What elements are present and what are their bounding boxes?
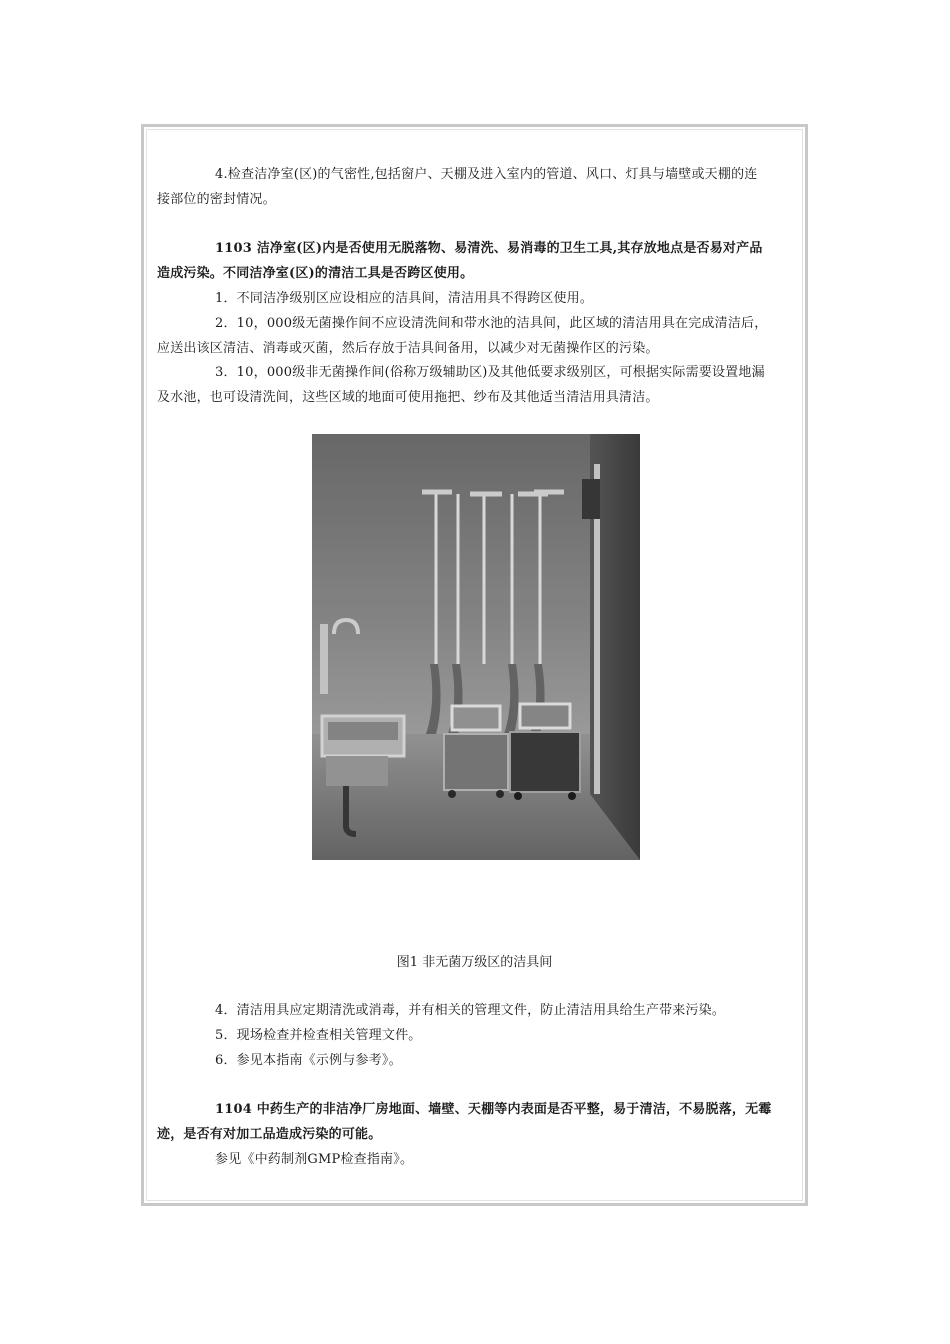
paragraph-2-line1: 2．10，000级无菌操作间不应设清洗间和带水池的洁具间，此区域的清洁用具在完成清洁后，	[215, 316, 768, 331]
heading-1104-line2: 迹，是否有对加工品造成污染的可能。	[157, 1127, 382, 1142]
paragraph-5: 5．现场检查并检查相关管理文件。	[215, 1028, 422, 1043]
paragraph-4: 4．清洁用具应定期清洗或消毒，并有相关的管理文件，防止清洁用具给生产带来污染。	[215, 1003, 726, 1018]
paragraph-2-line2: 应送出该区清洁、消毒或灭菌，然后存放于洁具间备用，以减少对无菌操作区的污染。	[157, 341, 659, 356]
heading-1103-line2: 造成污染。不同洁净室(区)的清洁工具是否跨区使用。	[157, 266, 474, 281]
heading-1103-line1: 1103 洁净室(区)内是否使用无脱落物、易清洗、易消毒的卫生工具,其存放地点是否易对产品	[215, 241, 763, 256]
item-4-airtightness-line1: 4.检查洁净室(区)的气密性,包括窗户、天棚及进入室内的管道、风口、灯具与墙壁或天棚的连	[215, 167, 758, 182]
paragraph-7: 参见《中药制剂GMP检查指南》。	[215, 1152, 414, 1167]
paragraph-6: 6．参见本指南《示例与参考》。	[215, 1053, 402, 1068]
paragraph-1: 1．不同洁净级别区应设相应的洁具间，清洁用具不得跨区使用。	[215, 291, 594, 306]
figure-caption: 图1 非无菌万级区的洁具间	[396, 955, 553, 970]
heading-1104-line1: 1104 中药生产的非洁净厂房地面、墙壁、天棚等内表面是否平整，易于清洁，不易脱落，无霉	[215, 1102, 772, 1117]
paragraph-3-line2: 及水池，也可设清洗间，这些区域的地面可使用拖把、纱布及其他适当清洁用具清洁。	[157, 390, 659, 405]
cleaning-room-photo	[312, 434, 640, 860]
paragraph-3-line1: 3．10，000级非无菌操作间(俗称万级辅助区)及其他低要求级别区，可根据实际需要设置地漏	[215, 365, 765, 380]
item-4-airtightness-line2: 接部位的密封情况。	[157, 192, 276, 207]
